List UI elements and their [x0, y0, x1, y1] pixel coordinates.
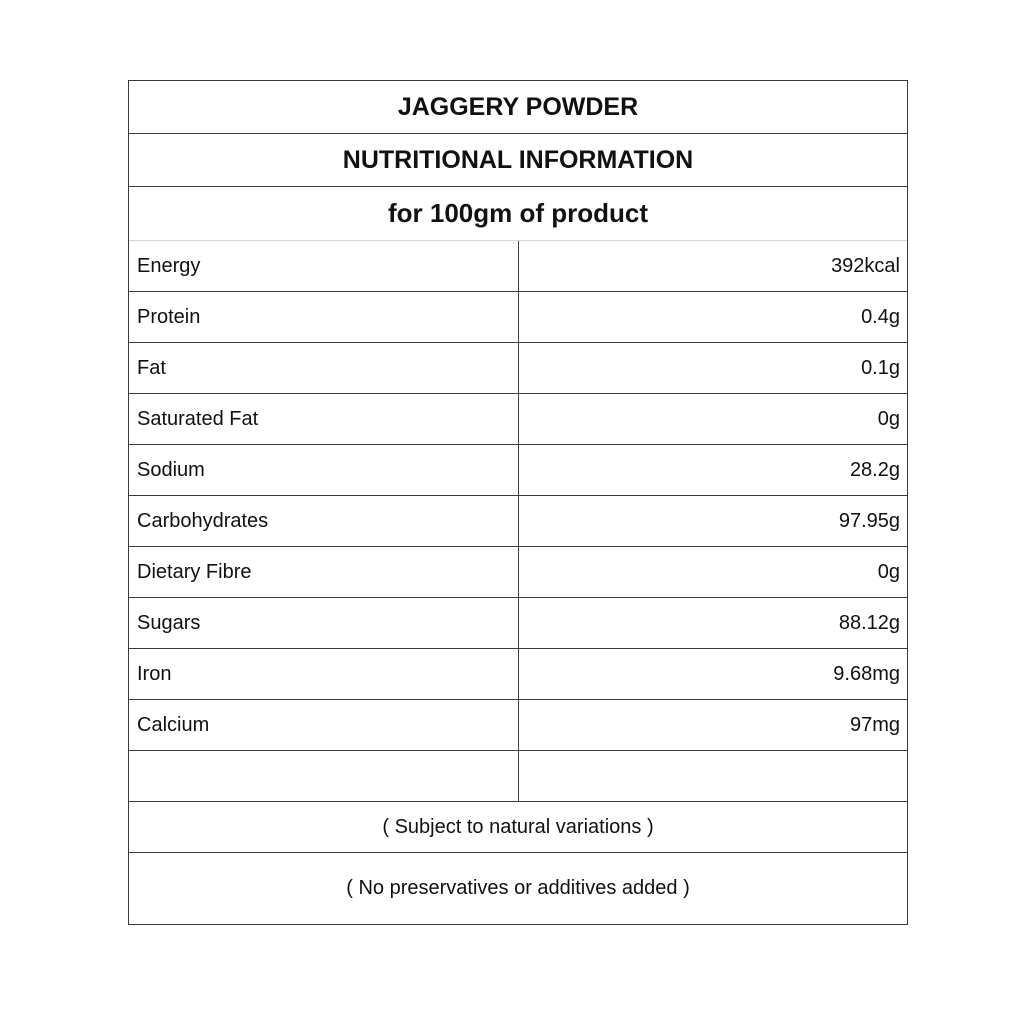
- nutrient-name: Dietary Fibre: [129, 547, 519, 597]
- nutrient-value: 0.1g: [861, 356, 900, 379]
- table-row: [129, 343, 907, 394]
- table-row: [129, 241, 907, 292]
- nutrient-value: 392kcal: [831, 254, 900, 277]
- nutrient-name: Fat: [129, 343, 519, 393]
- nutrient-name: Saturated Fat: [129, 394, 519, 444]
- nutrient-value: 97.95g: [838, 509, 900, 532]
- nutrient-name: Calcium: [129, 700, 519, 750]
- nutrient-value: 97mg: [849, 713, 900, 736]
- table-row: [129, 700, 907, 751]
- table-row: [129, 598, 907, 649]
- nutrient-name: [129, 751, 519, 801]
- table-row: [129, 547, 907, 598]
- table-row: [129, 394, 907, 445]
- nutrient-name: Protein: [129, 292, 519, 342]
- nutrition-heading: NUTRITIONAL INFORMATION: [129, 134, 907, 187]
- nutrient-value: 88.12g: [838, 611, 900, 634]
- variation-note: ( Subject to natural variations ): [129, 802, 907, 853]
- serving-size: for 100gm of product: [129, 187, 907, 241]
- nutrient-name: Sodium: [129, 445, 519, 495]
- product-title: JAGGERY POWDER: [129, 81, 907, 134]
- preservatives-note: ( No preservatives or additives added ): [346, 877, 690, 899]
- nutrition-table: [128, 80, 908, 925]
- table-row: [129, 496, 907, 547]
- nutrient-value: 28.2g: [849, 458, 900, 481]
- nutrient-name: Iron: [129, 649, 519, 699]
- table-row-empty: [129, 751, 907, 802]
- nutrient-name: Sugars: [129, 598, 519, 648]
- nutrient-value: 0g: [877, 407, 900, 430]
- nutrient-value: [519, 751, 907, 801]
- nutrient-value: 0.4g: [861, 305, 900, 328]
- nutrient-value: 9.68mg: [833, 662, 900, 685]
- table-row: [129, 292, 907, 343]
- nutrient-name: Energy: [129, 241, 519, 291]
- nutrient-value: 0g: [877, 560, 900, 583]
- nutrient-name: Carbohydrates: [129, 496, 519, 546]
- table-row: [129, 649, 907, 700]
- table-row: [129, 445, 907, 496]
